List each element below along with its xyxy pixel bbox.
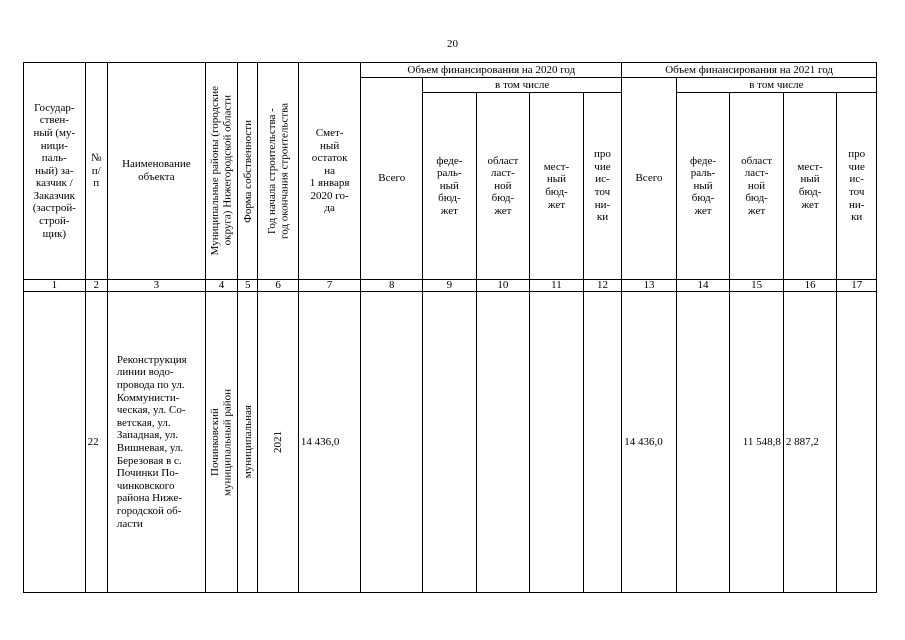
column-number: 1 (24, 280, 86, 292)
page-number: 20 (447, 38, 458, 50)
column-number: 7 (298, 280, 361, 292)
column-number-row (24, 280, 877, 292)
column-number: 17 (837, 280, 877, 292)
cell-2020-regional (476, 292, 530, 593)
financing-table (23, 62, 877, 593)
column-number: 10 (476, 280, 530, 292)
header-districts: Муниципальные районы (городские округа) Нижегородской области (205, 63, 237, 280)
table-row (24, 292, 877, 593)
header-total-2020: Всего (361, 78, 423, 280)
cell-object-name: Реконструкция линии водо- провода по ул. Коммунисти- ческая, ул. Со- ветская, ул. Западная, ул. Вишневая, ул. Березовая в с. Починки По- чинковского района Ниже- городской об- ласти (107, 292, 205, 593)
cell-2021-regional: 11 548,8 (730, 292, 784, 593)
cell-row-number: 22 (85, 292, 107, 593)
column-number: 14 (676, 280, 730, 292)
cell-2020-local (530, 292, 584, 593)
column-number: 3 (107, 280, 205, 292)
cell-2021-other (837, 292, 877, 593)
header-ownership: Форма собственности (238, 63, 258, 280)
column-number: 9 (423, 280, 477, 292)
column-number: 6 (258, 280, 298, 292)
header-regional-2021: област ласт- ной бюд- жет (730, 93, 784, 280)
cell-2021-local: 2 887,2 (783, 292, 837, 593)
cell-district: Починковский муниципальный район (205, 292, 237, 593)
header-customer: Государ- ствен- ный (му- ници- паль- ный) за- казчик / Заказчик (застрой- строй- щик) (24, 63, 86, 280)
cell-2020-federal (423, 292, 477, 593)
cell-2021-federal (676, 292, 730, 593)
column-number: 12 (583, 280, 621, 292)
header-financing-2020: Объем финансирования на 2020 год (361, 63, 622, 78)
header-estimate-balance: Смет- ный остаток на 1 января 2020 го- да (298, 63, 361, 280)
cell-2020-other (583, 292, 621, 593)
column-number: 2 (85, 280, 107, 292)
column-number: 13 (622, 280, 677, 292)
header-other-2021: про чие ис- точ ни- ки (837, 93, 877, 280)
column-number: 16 (783, 280, 837, 292)
cell-2021-total: 14 436,0 (622, 292, 677, 593)
header-including-2020: в том числе (423, 78, 622, 93)
column-number: 4 (205, 280, 237, 292)
header-financing-2021: Объем финансирования на 2021 год (622, 63, 877, 78)
cell-2020-total (361, 292, 423, 593)
cell-estimate-balance: 14 436,0 (298, 292, 361, 593)
header-construction-years: Год начала строительства - год окончания строительства (258, 63, 298, 280)
header-including-2021: в том числе (676, 78, 876, 93)
header-object-name: Наименование объекта (107, 63, 205, 280)
column-number: 15 (730, 280, 784, 292)
header-other-2020: про чие ис- точ ни- ки (583, 93, 621, 280)
cell-customer (24, 292, 86, 593)
header-federal-2021: феде- раль- ный бюд- жет (676, 93, 730, 280)
cell-ownership: муниципальная (238, 292, 258, 593)
cell-construction-years: 2021 (258, 292, 298, 593)
header-local-2020: мест- ный бюд- жет (530, 93, 584, 280)
header-total-2021: Всего (622, 78, 677, 280)
column-number: 11 (530, 280, 584, 292)
column-number: 8 (361, 280, 423, 292)
column-number: 5 (238, 280, 258, 292)
header-local-2021: мест- ный бюд- жет (783, 93, 837, 280)
header-federal-2020: феде- раль- ный бюд- жет (423, 93, 477, 280)
header-row-number: № п/ п (85, 63, 107, 280)
header-regional-2020: област ласт- ной бюд- жет (476, 93, 530, 280)
